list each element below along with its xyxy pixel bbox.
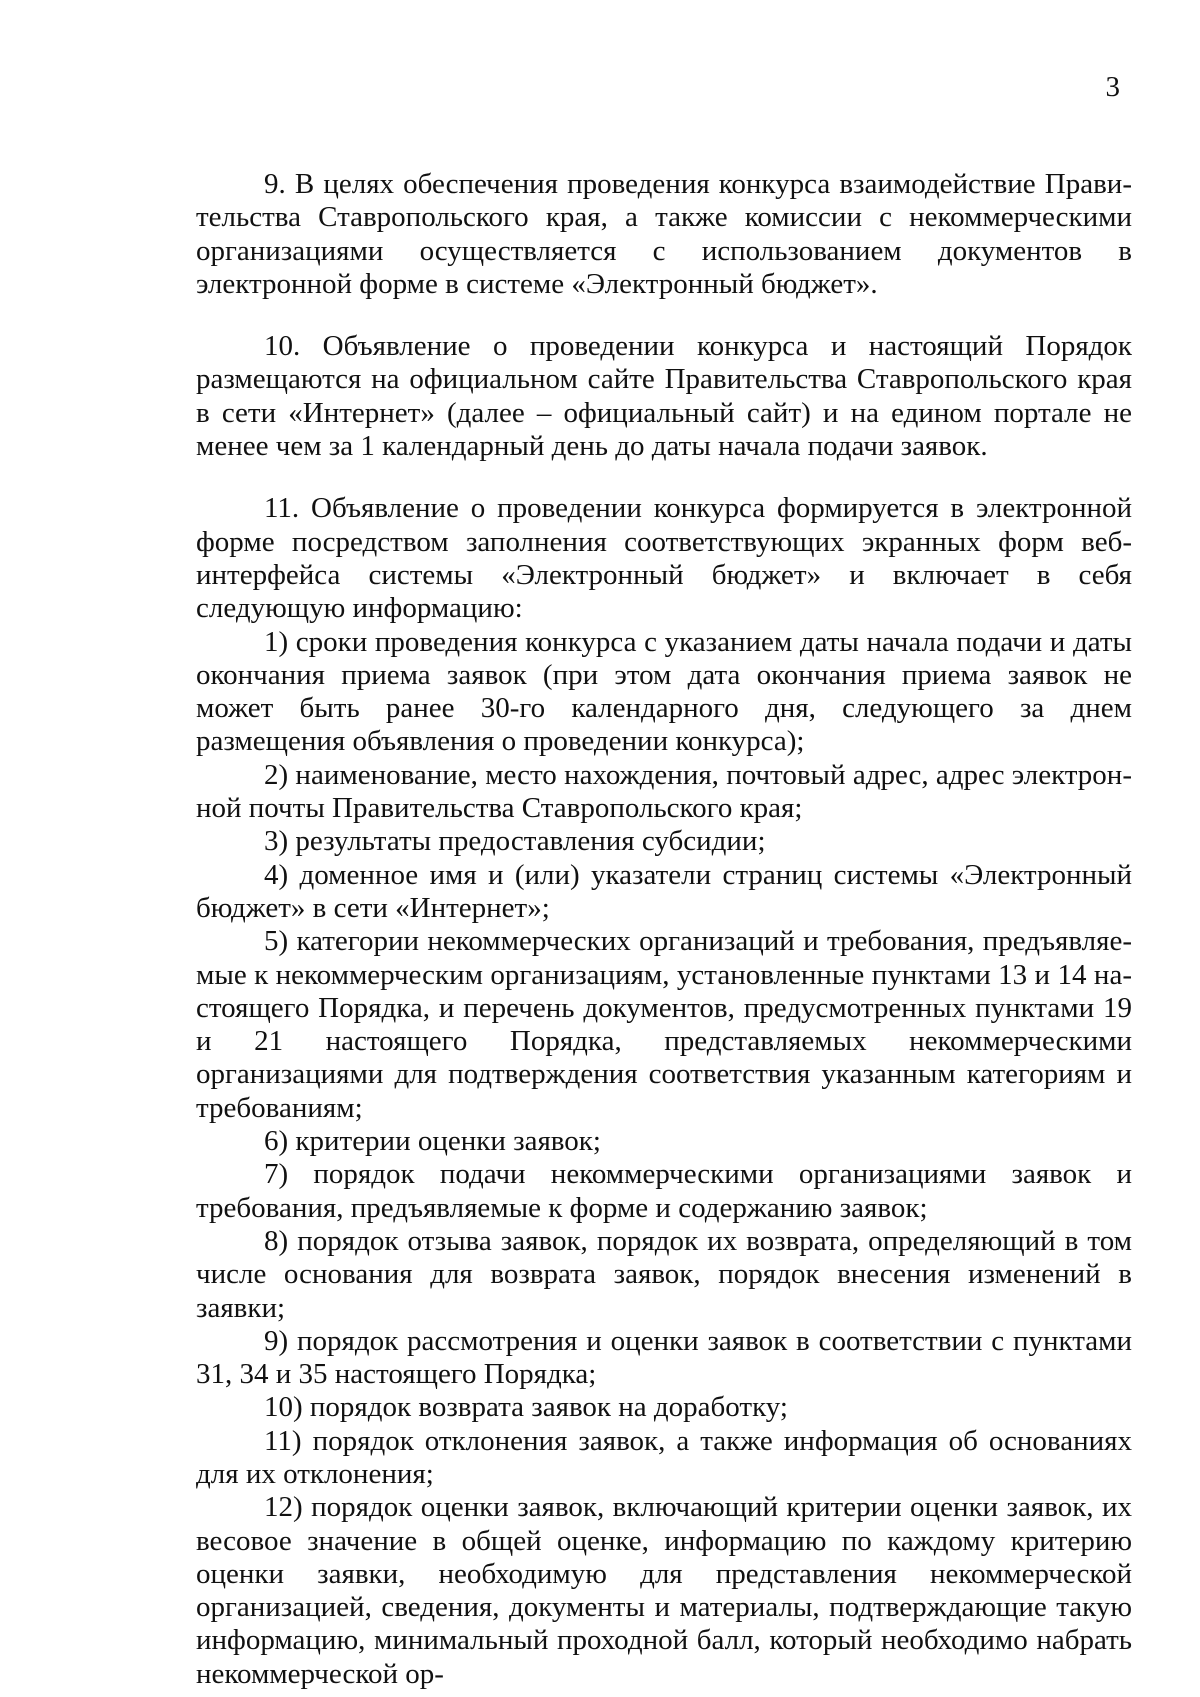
list-item-12: 12) порядок оценки заявок, включающий критерии оценки заявок, их весовое значение в общей оценке, информацию по каждому критерию оценки заявки, необходимую для представления некоммерческой организацией, сведения, документы и материалы, подтверждающие такую информацию, минимальный проходной балл, который необходимо набрать некоммерческой ор- — [196, 1491, 1132, 1690]
list-item-11: 11) порядок отклонения заявок, а также информация об основаниях для их отклонения; — [196, 1424, 1132, 1490]
paragraph-9: 9. В целях обеспечения проведения конкурса взаимодействие Правительства Ставропольского края, а также комиссии с некоммерческими организациями осуществляется с использованием документов в электронной форме в системе «Электронный бюджет». — [196, 168, 1132, 300]
paragraph-11: 11. Объявление о проведении конкурса формируется в электронной форме посредством заполнения соответствующих экранных форм веб-интерфейса системы «Электронный бюджет» и включает в себя следующую информацию: — [196, 492, 1132, 625]
document-body — [196, 168, 1132, 1691]
list-item-8: 8) порядок отзыва заявок, порядок их возврата, определяющий в том числе основания для возврата заявок, порядок внесения изменений в заявки; — [196, 1224, 1132, 1324]
paragraph-10: 10. Объявление о проведении конкурса и настоящий Порядок размещаются на официальном сайте Правительства Ставропольского края в сети «Интернет» (далее – официальный сайт) и на едином портале не менее чем за 1 календарный день до даты начала подачи заявок. — [196, 330, 1132, 463]
list-item-6: 6) критерии оценки заявок; — [264, 1125, 601, 1158]
list-item-1: 1) сроки проведения конкурса с указанием даты начала подачи и даты окончания приема заявок (при этом дата окончания приема заявок не может быть ранее 30-го календарного дня, следующего за днем размещения объявления о проведении конкурса); — [196, 625, 1132, 758]
list-item-5: 5) категории некоммерческих организаций и требования, предъявляемые к некоммерческим организациям, установленные пунктами 13 и 14 настоящего Порядка, и перечень документов, предусмотренных пунктами 19 и 21 настоящего Порядка, представляемых некоммерческими организациями для подтверждения соответствия указанным категориям и требованиям; — [196, 925, 1132, 1124]
page-number: 3 — [1105, 71, 1120, 103]
list-item-7: 7) порядок подачи некоммерческими организациями заявок и требования, предъявляемые к форме и содержанию заявок; — [196, 1158, 1132, 1224]
list-item-2: 2) наименование, место нахождения, почтовый адрес, адрес электронной почты Правительства Ставропольского края; — [196, 758, 1132, 825]
list-item-4: 4) доменное имя и (или) указатели страниц системы «Электронный бюджет» в сети «Интернет»; — [196, 858, 1132, 924]
list-item-10: 10) порядок возврата заявок на доработку; — [264, 1391, 788, 1424]
list-item-3: 3) результаты предоставления субсидии; — [264, 825, 766, 858]
list-item-9: 9) порядок рассмотрения и оценки заявок в соответствии с пунктами 31, 34 и 35 настоящего Порядка; — [196, 1324, 1132, 1391]
